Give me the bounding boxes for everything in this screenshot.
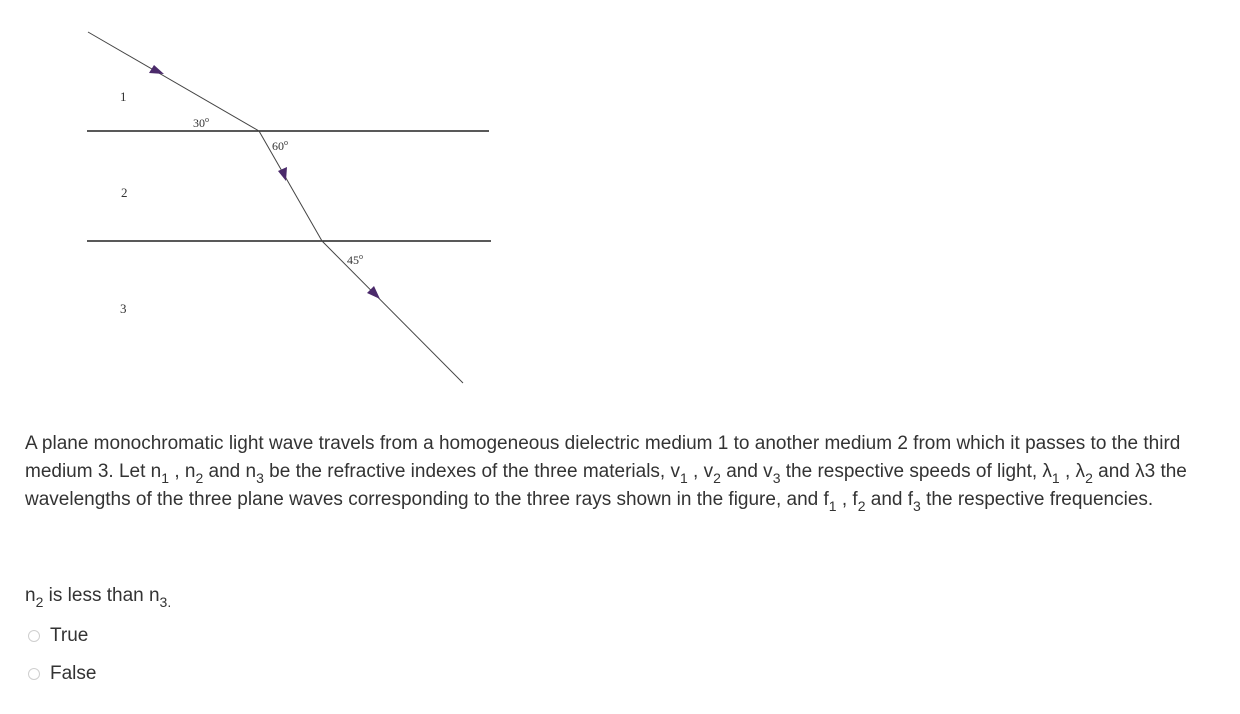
degree-mark: o	[359, 252, 363, 261]
ray-segment-medium-3	[322, 241, 463, 383]
ray-arrow-2	[278, 167, 287, 181]
degree-mark: o	[284, 138, 288, 147]
question-text: A plane monochromatic light wave travels from a homogeneous dielectric medium 1 to another medium 2 from which it passes to the third medium 3. Let $n_1$ , $n_2$ and $n_3$ be the refractive indexes of the three materials, $v_1$ , $v_2$ and $v_3$ the respective speeds of light, $\lambda_1$ , $\lambda_2$ and λ3 the wavelengths of the three plane waves corresponding to the three rays shown in the figure, and $f_1$ , $f_2$ and $f_3$ the respective frequencies.	[25, 433, 1187, 514]
medium-label-3: 3	[120, 301, 127, 316]
radio-false[interactable]	[28, 668, 40, 680]
option-true[interactable]	[28, 625, 88, 647]
ray-segment-medium-2	[259, 131, 322, 241]
angle-label-30: 30$^o$	[193, 115, 209, 130]
angle-label-60: 60$^o$	[272, 138, 288, 153]
option-false-label: False	[50, 663, 97, 684]
ray-arrow-1	[149, 65, 164, 74]
option-true-label: True	[50, 625, 89, 646]
angle-label-45: 45$^o$	[347, 252, 363, 267]
radio-true[interactable]	[28, 630, 40, 642]
degree-mark: o	[205, 115, 209, 124]
question-prompt: $n_2$ is less than $n_{3.}$	[25, 585, 172, 610]
medium-label-2: 2	[121, 185, 128, 200]
option-false[interactable]	[28, 663, 96, 685]
medium-label-1: 1	[120, 89, 127, 104]
refraction-diagram	[0, 0, 520, 400]
ray-segment-medium-1	[88, 32, 259, 131]
